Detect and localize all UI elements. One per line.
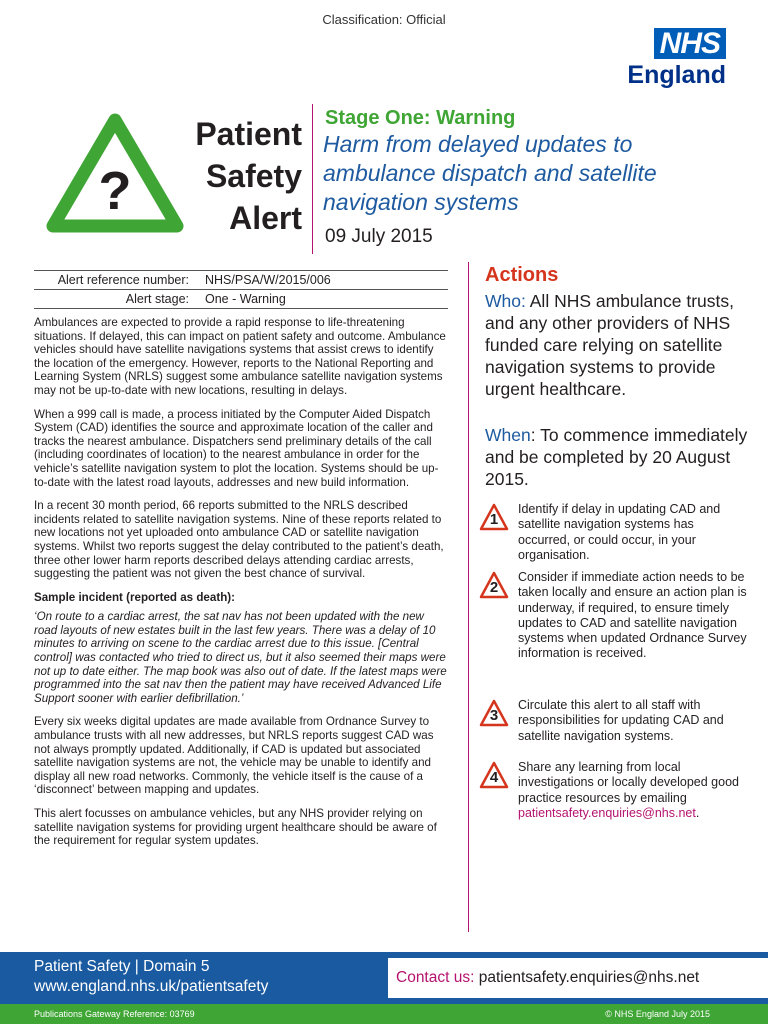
stage-row	[34, 290, 448, 309]
step-2-badge	[478, 570, 510, 600]
stage-row-value: One - Warning	[205, 292, 286, 306]
nhs-england-logo	[626, 28, 726, 89]
body-paragraph-1: Ambulances are expected to provide a rapid response to life-threatening situations. If delayed, this can impact on patient safety and outcome. Ambulance vehicles should have satellite navigations systems that assist crews to identify the location of the emergency. However, reports to the National Reporting and Learning System (NRLS) suggest some ambulance satellite navigation systems may not be up-to-date with new locations, resulting in delays.	[34, 316, 446, 397]
action-step-4	[478, 760, 748, 821]
body-paragraph-4: Every six weeks digital updates are made available from Ordnance Survey to ambulance trusts with all new addresses, but NRLS reports suggest CAD was not always promptly updated. Additionally, if CAD is updated but associated satellite navigation systems are not, the vehicle may be unable to identify and display all new road networks. Commonly, the vehicle itself is the cause of a ‘disconnect’ between mapping and updates.	[34, 715, 434, 797]
contact-label: Contact us:	[396, 969, 475, 986]
step-2-number: 2	[489, 579, 499, 596]
copyright: © NHS England July 2015	[605, 1009, 710, 1019]
who-section	[485, 290, 745, 400]
stage-row-label: Alert stage:	[125, 292, 189, 306]
step-4-body: Share any learning from local investigations or locally developed good practice resources by emailing	[518, 760, 739, 805]
step-4-text	[518, 760, 748, 821]
action-step-3	[478, 698, 748, 744]
bottom-bar	[0, 1004, 768, 1024]
body-paragraph-5: This alert focusses on ambulance vehicles, but any NHS provider relying on satellite navigation systems for providing urgent healthcare should be aware of the requirement for regular system updates.	[34, 807, 437, 848]
header-divider	[312, 104, 313, 254]
when-section	[485, 424, 755, 490]
step-3-text: Circulate this alert to all staff with responsibilities for updating CAD and satellite navigation systems.	[518, 698, 724, 743]
step-4-period: .	[695, 805, 700, 820]
footer-domain: Patient Safety | Domain 5	[34, 958, 210, 975]
reference-table	[34, 270, 448, 309]
step-3-number: 3	[489, 707, 499, 724]
alert-date: 09 July 2015	[325, 226, 433, 247]
nhs-logo-text: NHS	[654, 28, 726, 59]
footer-website-link[interactable]: www.england.nhs.uk/patientsafety	[34, 978, 269, 995]
sample-incident-quote: ‘On route to a cardiac arrest, the sat nav has not been updated with the new road layouts of new estates built in the last few years. There was a delay of 10 minutes to arriving on scene to the cardiac arrest due to this issue. [Central control] was contacted who tried to direct us, but it also seemed their maps were not up to date either. The map book was also out of date. If the latest maps were programmed into the sat nav then the patient may have received Advanced Life Support sooner with earlier defibrillation.’	[34, 610, 447, 705]
footer-info	[34, 957, 268, 997]
title-word-safety: Safety	[205, 158, 302, 194]
action-step-2	[478, 570, 748, 662]
step-4-badge	[478, 760, 510, 790]
who-text: All NHS ambulance trusts, and any other providers of NHS funded care relying on satellite navigation systems to provide urgent healthcare.	[485, 291, 734, 399]
footer-bar	[0, 952, 768, 1004]
who-label: Who:	[485, 291, 526, 311]
reference-label: Alert reference number:	[57, 273, 189, 287]
step-3-badge	[478, 698, 510, 728]
gateway-reference: Publications Gateway Reference: 03769	[34, 1009, 195, 1019]
stage-label: Stage One: Warning	[325, 107, 516, 129]
contact-email-link[interactable]: patientsafety.enquiries@nhs.net	[474, 969, 700, 986]
step-4-email-link[interactable]: patientsafety.enquiries@nhs.net	[518, 805, 696, 820]
step-4-number: 4	[489, 769, 499, 786]
step-1-number: 1	[489, 511, 499, 528]
step-2-text: Consider if immediate action needs to be taken locally and ensure an action plan is underway, if required, to ensure timely updates to CAD and satellite navigation systems when updated Ordnance Survey information is received.	[518, 570, 747, 661]
alert-body	[34, 316, 450, 858]
when-label: When	[485, 425, 531, 445]
patient-safety-alert-title	[150, 113, 302, 239]
when-text: : To commence immediately and be completed by 20 August 2015.	[485, 425, 748, 489]
body-paragraph-2: When a 999 call is made, a process initiated by the Computer Aided Dispatch System (CAD) identifies the source and approximate location of the caller and tracks the nearest ambulance. Dispatchers send preliminary details of the call (including coordinates of location) to the nearest ambulance in order for the vehicle’s satellite navigation system to plot the location. Systems should be up-to-date with the latest road layouts, addresses and new build information.	[34, 407, 439, 489]
action-step-1	[478, 502, 748, 563]
title-word-alert: Alert	[229, 200, 302, 236]
step-1-text: Identify if delay in updating CAD and satellite navigation systems has occurred, or could occur, in your organisation.	[518, 502, 721, 562]
reference-value: NHS/PSA/W/2015/006	[205, 273, 331, 287]
classification-label: Classification: Official	[322, 12, 446, 27]
england-logo-text: England	[627, 61, 726, 89]
step-1-badge	[478, 502, 510, 532]
contact-box	[388, 958, 768, 998]
sample-incident-heading: Sample incident (reported as death):	[34, 590, 235, 604]
title-word-patient: Patient	[195, 116, 302, 152]
reference-row	[34, 271, 448, 290]
column-divider	[468, 262, 469, 932]
body-paragraph-3: In a recent 30 month period, 66 reports submitted to the NRLS described incidents related to satellite navigation systems. Nine of these reports related to new locations not yet uploaded onto ambulance CAD or satellite navigation systems. Whilst two reports suggest the delay contributed to the patient’s death, three other lower harm reports described delays attending cardiac arrests, suggesting the patient was not given the best chance of survival.	[34, 499, 444, 581]
alert-headline: Harm from delayed updates to ambulance dispatch and satellite navigation systems	[323, 131, 657, 215]
actions-heading: Actions	[485, 264, 559, 286]
svg-text:?: ?	[98, 161, 132, 221]
